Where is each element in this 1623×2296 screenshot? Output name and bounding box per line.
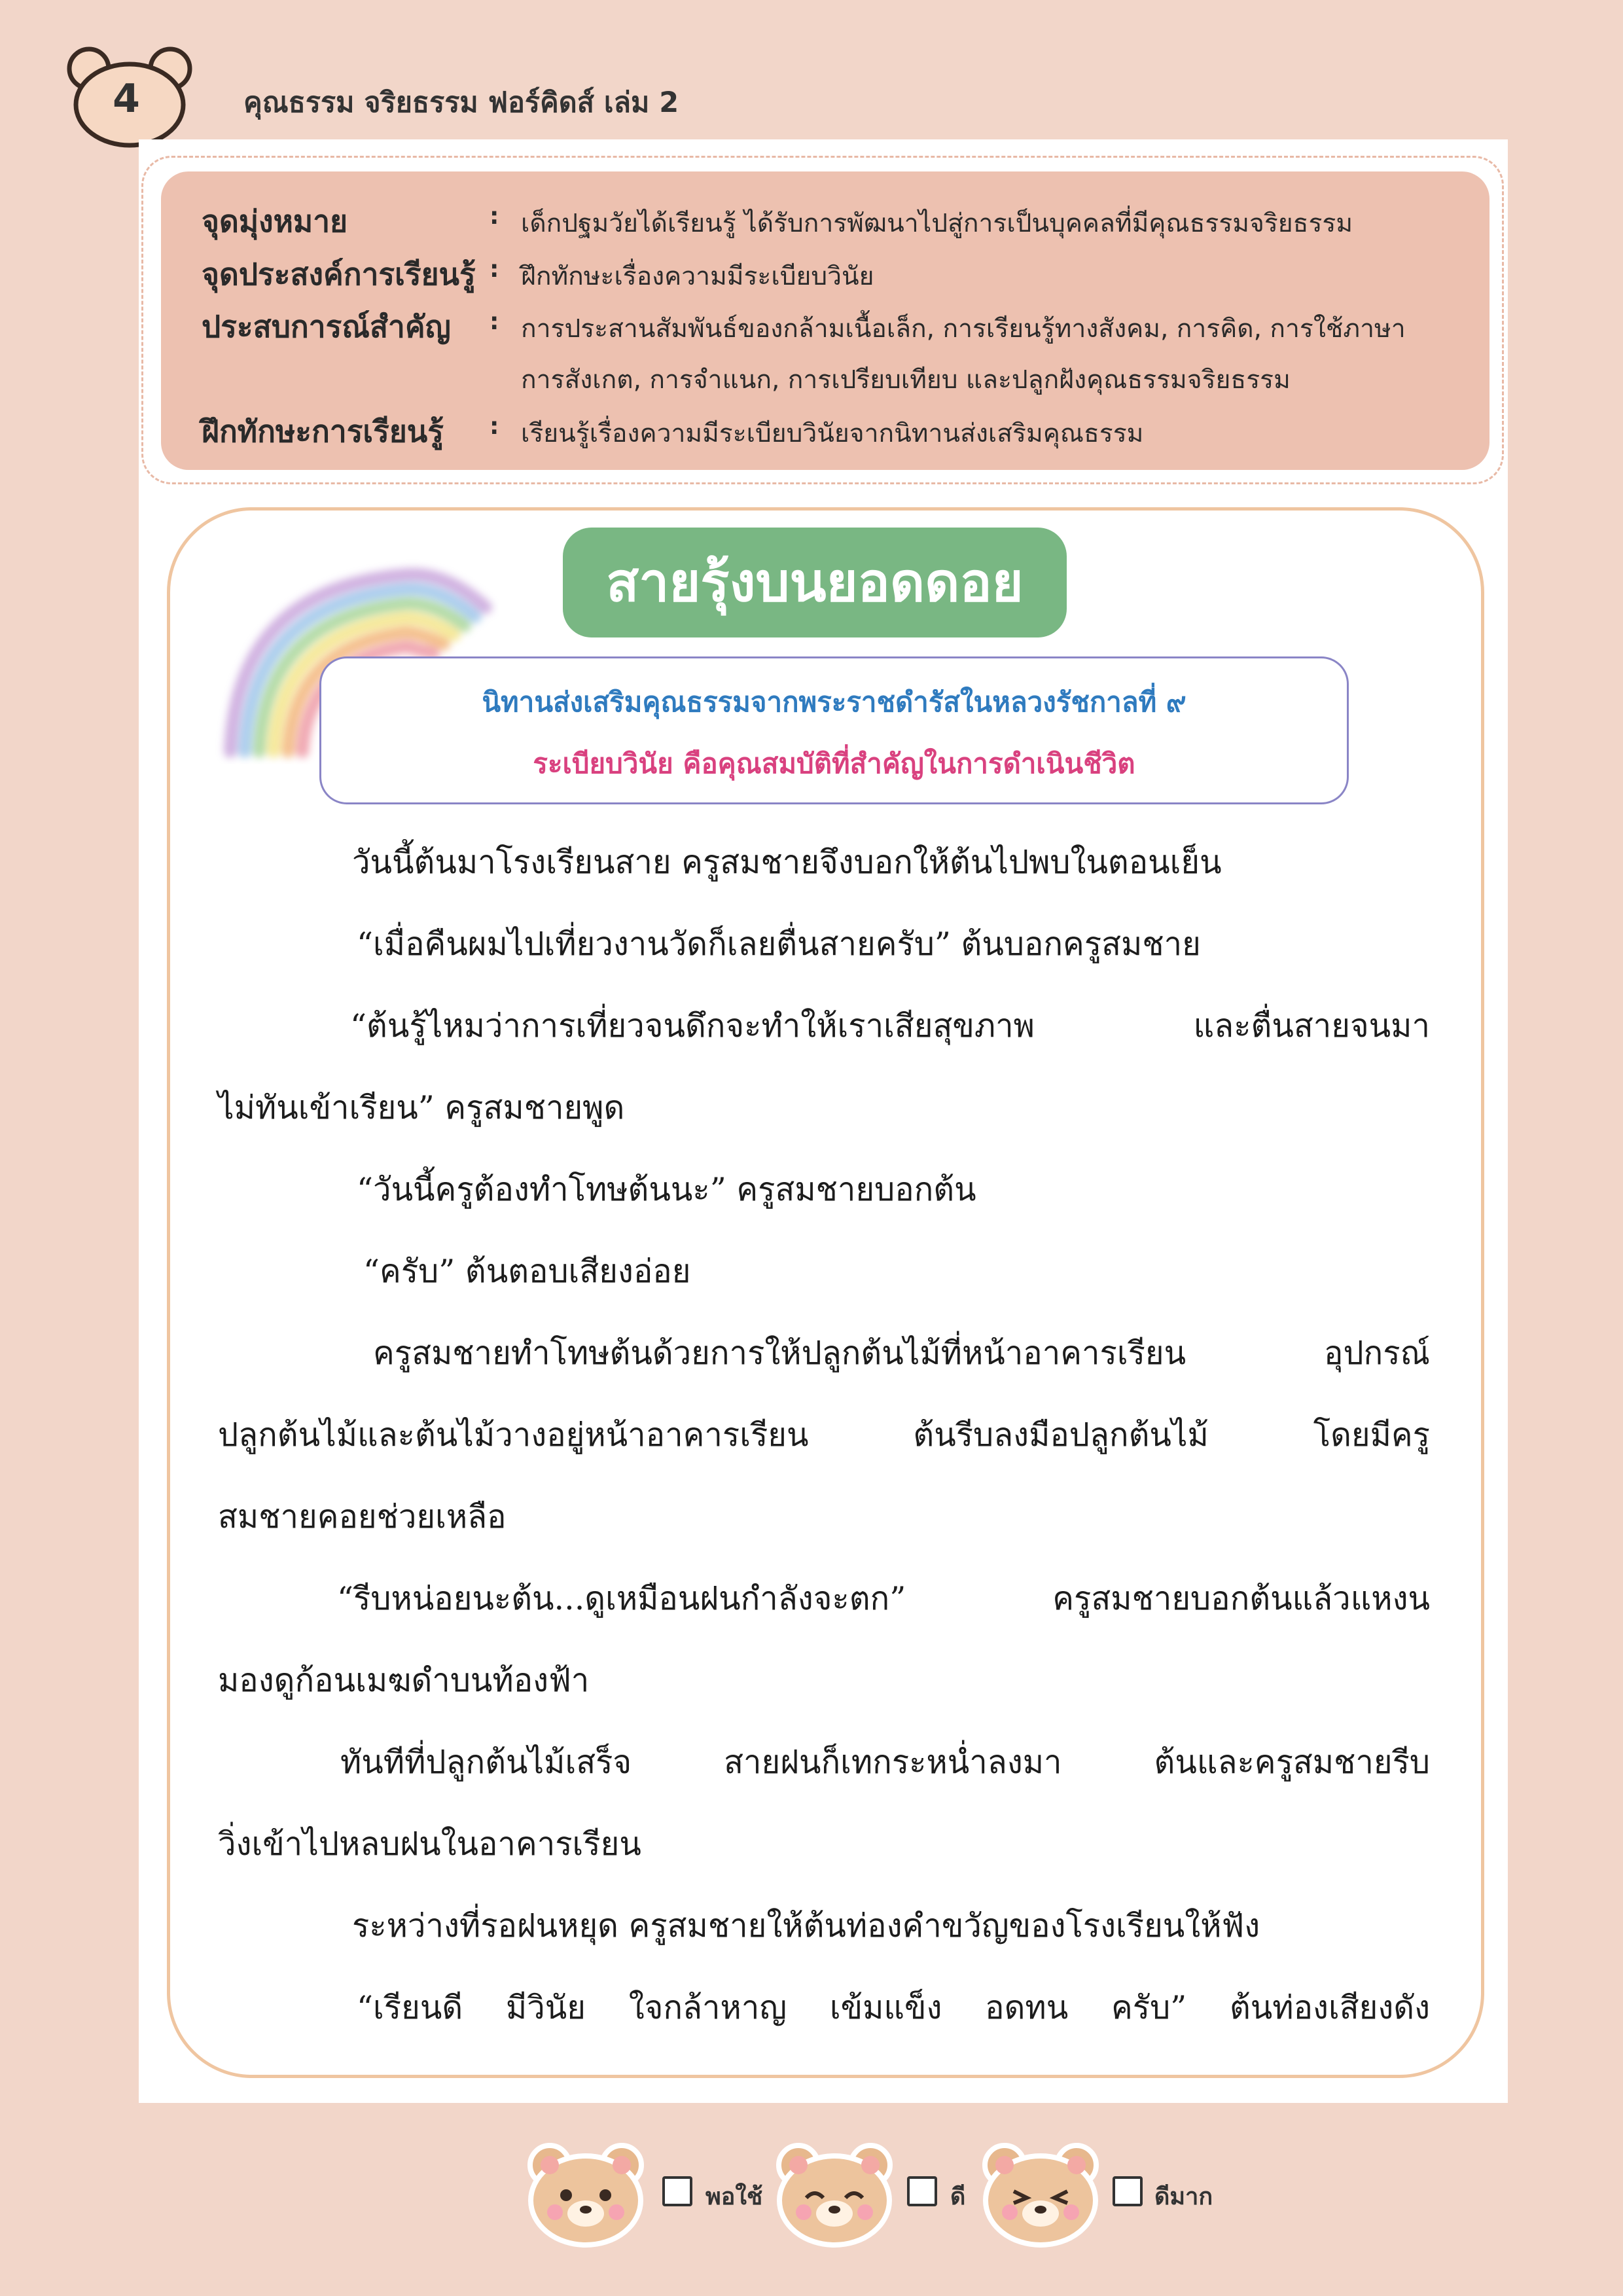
story-line: ทันทีที่ปลูกต้นไม้เสร็จ สายฝนก็เทกระหน่ำลงมา ต้นและครูสมชายรีบ — [340, 1744, 1430, 1781]
rating-fair-label: พอใช้ — [705, 2183, 763, 2210]
story-line: สมชายคอยช่วยเหลือ — [218, 1498, 507, 1535]
bear-rating-fair-icon — [524, 2135, 648, 2250]
story-line: “วันนี้ครูต้องทำโทษต้นนะ” ครูสมชายบอกต้น — [357, 1171, 976, 1208]
info-label: จุดประสงค์การเรียนรู้ — [202, 257, 476, 292]
rating-fair-checkbox[interactable] — [662, 2176, 692, 2206]
rating-good-checkbox[interactable] — [907, 2176, 937, 2206]
story-line: วิ่งเข้าไปหลบฝนในอาคารเรียน — [218, 1825, 641, 1863]
info-value: เด็กปฐมวัยได้เรียนรู้ ได้รับการพัฒนาไปสู่การเป็นบุคคลที่มีคุณธรรมจริยธรรม — [521, 209, 1353, 238]
rating-excellent-label: ดีมาก — [1154, 2183, 1213, 2210]
rating-good-label: ดี — [950, 2183, 966, 2210]
story-line: ระหว่างที่รอฝนหยุด ครูสมชายให้ต้นท่องคำขวัญของโรงเรียนให้ฟัง — [352, 1907, 1260, 1945]
info-colon: : — [490, 256, 499, 283]
info-colon: : — [490, 413, 499, 440]
info-colon: : — [490, 308, 499, 335]
info-label: ฝึกทักษะการเรียนรู้ — [202, 414, 444, 449]
bear-rating-excellent-icon — [978, 2135, 1103, 2250]
story-line: ไม่ทันเข้าเรียน” ครูสมชายพูด — [218, 1089, 625, 1126]
story-line: “ครับ” ต้นตอบเสียงอ่อย — [363, 1253, 691, 1290]
story-line: มองดูก้อนเมฆดำบนท้องฟ้า — [218, 1662, 590, 1699]
info-label: จุดมุ่งหมาย — [202, 204, 348, 239]
rating-excellent-checkbox[interactable] — [1113, 2176, 1143, 2206]
story-line: “เรียนดี มีวินัย ใจกล้าหาญ เข้มแข็ง อดทน ครับ” ต้นท่องเสียงดัง — [357, 1989, 1430, 2026]
page-number: 4 — [113, 76, 140, 122]
story-line: ปลูกต้นไม้และต้นไม้วางอยู่หน้าอาคารเรียน ต้นรีบลงมือปลูกต้นไม้ โดยมีครู — [218, 1416, 1430, 1454]
info-value: ฝึกทักษะเรื่องความมีระเบียบวินัย — [521, 262, 874, 291]
subtitle-theme: ระเบียบวินัย คือคุณสมบัติที่สำคัญในการดำเนินชีวิต — [533, 747, 1135, 780]
story-line: “เมื่อคืนผมไปเที่ยวงานวัดก็เลยตื่นสายครับ” ต้นบอกครูสมชาย — [357, 925, 1201, 963]
book-title: คุณธรรม จริยธรรม ฟอร์คิดส์ เล่ม 2 — [243, 86, 679, 119]
story-line: “ต้นรู้ไหมว่าการเที่ยวจนดึกจะทำให้เราเสียสุขภาพ และตื่นสายจนมา — [350, 1007, 1430, 1045]
subtitle-box — [319, 656, 1349, 804]
info-value: การประสานสัมพันธ์ของกล้ามเนื้อเล็ก, การเรียนรู้ทางสังคม, การคิด, การใช้ภาษา — [521, 314, 1406, 344]
story-title: สายรุ้งบนยอดดอย — [563, 528, 1067, 637]
info-colon: : — [490, 203, 499, 230]
story-line: “รีบหน่อยนะต้น...ดูเหมือนฝนกำลังจะตก” ครูสมชายบอกต้นแล้วแหงน — [337, 1580, 1430, 1617]
subtitle-source: นิทานส่งเสริมคุณธรรมจากพระราชดำรัสในหลวงรัชกาลที่ ๙ — [482, 686, 1186, 718]
story-line: ครูสมชายทำโทษต้นด้วยการให้ปลูกต้นไม้ที่หน้าอาคารเรียน อุปกรณ์ — [373, 1335, 1430, 1372]
bear-rating-good-icon — [772, 2135, 897, 2250]
info-value-continued: การสังเกต, การจำแนก, การเปรียบเทียบ และปลูกฝังคุณธรรมจริยธรรม — [521, 365, 1291, 395]
info-label: ประสบการณ์สำคัญ — [202, 309, 451, 344]
info-value: เรียนรู้เรื่องความมีระเบียบวินัยจากนิทานส่งเสริมคุณธรรม — [521, 419, 1144, 448]
story-line: วันนี้ต้นมาโรงเรียนสาย ครูสมชายจึงบอกให้ต้นไปพบในตอนเย็น — [352, 844, 1222, 881]
